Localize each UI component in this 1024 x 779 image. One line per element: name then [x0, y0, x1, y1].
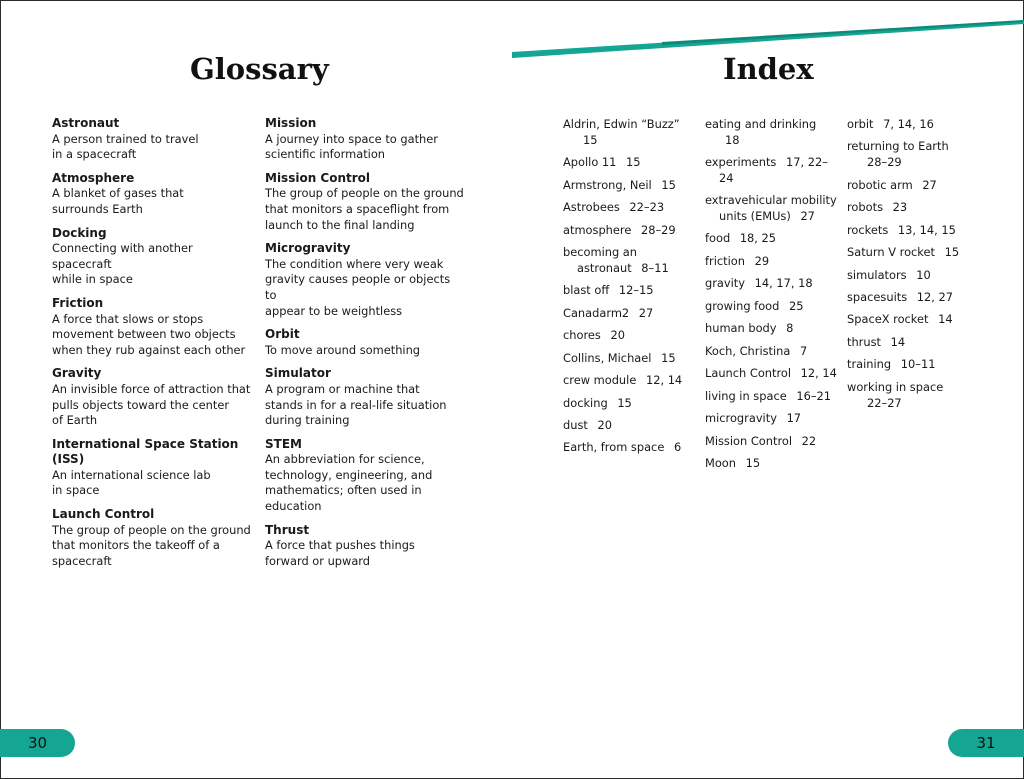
glossary-term: STEM [265, 436, 302, 451]
index-entry-pages: 12, 14 [645, 373, 683, 388]
glossary-definition-line: spacecraft [52, 553, 112, 568]
glossary-definition-line: An international science lab [52, 467, 211, 482]
index-entry-term: returning to Earth [847, 139, 949, 154]
index-entry-pages: 14 [938, 312, 953, 327]
index-entry-term: orbit [847, 117, 874, 131]
glossary-definition-line: mathematics; often used in [265, 483, 422, 498]
index-entry-term: Koch, Christina [705, 343, 791, 358]
index-entry [847, 245, 965, 261]
index-entry-term: friction [705, 253, 745, 268]
glossary-term: Mission Control [265, 170, 371, 185]
index-entry [847, 268, 965, 284]
index-entry [563, 328, 688, 344]
index-entry [563, 200, 688, 216]
glossary-definition-line: forward or upward [265, 553, 371, 568]
index-entry-pages: 6 [673, 440, 682, 455]
index-entry-pages: 27 [800, 208, 815, 223]
glossary-definition-line: Connecting with another spacecraft [52, 241, 193, 271]
index-entry-term: simulators [847, 267, 907, 282]
index-entry-pages: 20 [610, 328, 625, 343]
glossary-term: Mission [265, 116, 317, 130]
glossary-definition-line: movement between two objects [52, 327, 236, 342]
index-entry [847, 312, 965, 328]
index-entry-term: experiments [705, 155, 777, 170]
index-entry-pages: 25 [789, 298, 804, 313]
glossary-definition-line: A journey into space to gather [265, 131, 438, 146]
index-entry [563, 396, 688, 412]
glossary-definition-line: A force that pushes things [265, 538, 415, 553]
glossary-definition-line: education [265, 499, 322, 514]
index-entry-pages: 16–21 [796, 388, 832, 403]
index-entry-pages: 15 [745, 456, 761, 471]
index-entry-term: becoming an astronaut [563, 245, 638, 275]
glossary-definition-line: To move around something [265, 342, 421, 357]
index-entry [563, 117, 688, 148]
index-entry-term: robots [847, 200, 884, 215]
index-entry [847, 117, 965, 133]
index-entry-term: thrust [847, 334, 881, 349]
glossary-definition-line: A force that slows or stops [52, 311, 204, 326]
index-entry-pages: 22–27 [867, 395, 902, 410]
index-entry [847, 223, 965, 239]
index-entry-term: docking [563, 395, 608, 410]
index-entry-pages: 10 [916, 267, 931, 282]
glossary-term: Docking [52, 225, 107, 240]
glossary-definition-line: scientific information [265, 147, 386, 162]
index-entry-term: blast off [563, 283, 610, 298]
index-entry-pages: 20 [597, 418, 612, 432]
glossary-definition-line: stands in for a real-life situation [265, 397, 447, 412]
index-entry-term: robotic arm [847, 177, 913, 192]
index-entry [705, 117, 837, 148]
index-entry-pages: 22 [801, 433, 817, 448]
index-entry [847, 357, 965, 373]
glossary-definition-line: A person trained to travel [52, 131, 199, 146]
index-entry-pages: 14, 17, 18 [754, 276, 813, 291]
index-entry-term: eating and drinking [705, 117, 817, 131]
glossary-definition-line: The group of people on the ground [265, 186, 464, 201]
index-entry [705, 344, 837, 360]
index-entry-term: human body [705, 321, 777, 336]
glossary-definition-line: when they rub against each other [52, 342, 246, 357]
index-entry [563, 178, 688, 194]
page-number-left: 30 [0, 729, 75, 757]
index-entry-term: atmosphere [563, 222, 632, 237]
index-entry-pages: 27 [922, 177, 937, 192]
glossary-definition-line: The group of people on the ground [52, 522, 251, 537]
index-entry-term: Aldrin, Edwin “Buzz” [563, 117, 680, 131]
index-title: Index [723, 52, 814, 86]
glossary-definition-line: pulls objects toward the center [52, 397, 230, 412]
index-entry-pages: 15 [626, 155, 641, 170]
index-entry-term: Mission Control [705, 433, 793, 448]
glossary-term: Gravity [52, 366, 102, 381]
index-entry [705, 411, 837, 427]
index-entry [563, 283, 688, 299]
index-entry [705, 231, 837, 247]
decorative-stripe [512, 0, 1024, 60]
glossary-term: Microgravity [265, 241, 351, 256]
glossary-definition-line: in space [52, 483, 100, 498]
glossary-definition-line: technology, engineering, and [265, 467, 433, 482]
index-entry-term: chores [563, 328, 601, 343]
index-entry [705, 254, 837, 270]
index-entry-term: Saturn V rocket [847, 245, 935, 260]
index-entry-pages: 8–11 [641, 260, 669, 275]
index-entry [563, 373, 688, 389]
glossary-definition-line: A program or machine that [265, 381, 420, 396]
index-entry-pages: 22–23 [629, 200, 665, 215]
index-entry [705, 299, 837, 315]
index-entry [563, 306, 688, 322]
index-entry-pages: 12, 27 [916, 289, 953, 304]
index-entry [847, 380, 965, 411]
glossary-definition-line: launch to the final landing [265, 217, 415, 232]
index-entry-term: Canadarm2 [563, 305, 630, 320]
index-entry-pages: 29 [754, 253, 770, 268]
glossary-definition-line: An invisible force of attraction that [52, 381, 251, 396]
glossary-definition-line: that monitors a spaceflight from [265, 201, 450, 216]
index-entry [563, 440, 688, 456]
index-entry-term: SpaceX rocket [847, 312, 929, 327]
index-entry-term: gravity [705, 276, 746, 291]
index-entry [705, 276, 837, 292]
glossary-term: International Space Station (ISS) [52, 436, 239, 467]
index-entry-term: crew module [563, 373, 637, 388]
glossary-term: Orbit [265, 327, 300, 342]
index-entry-term: Moon [705, 456, 736, 471]
index-entry-term: microgravity [705, 411, 777, 426]
index-entry-pages: 17 [786, 411, 802, 426]
index-entry [847, 335, 965, 351]
index-entry-term: Apollo 11 [563, 155, 617, 170]
index-entry-term: food [705, 231, 731, 246]
glossary-definition-line: in a spacecraft [52, 147, 137, 162]
glossary-definition-line: that monitors the takeoff of a [52, 538, 220, 553]
index-entry-pages: 12, 14 [800, 366, 837, 381]
glossary-definition-line: surrounds Earth [52, 201, 143, 216]
index-entry-term: training [847, 357, 892, 372]
index-entry [563, 223, 688, 239]
index-entry-pages: 10–11 [900, 357, 936, 372]
index-entry-term: rockets [847, 222, 889, 237]
glossary-term: Thrust [265, 522, 310, 537]
index-entry-term: working in space [847, 379, 944, 394]
glossary-definition-line: of Earth [52, 413, 98, 428]
glossary-definition-line: while in space [52, 272, 133, 287]
index-entry-pages: 15 [617, 395, 632, 410]
index-entry-pages: 18 [725, 132, 740, 147]
glossary-column-1 [52, 116, 252, 569]
index-entry [705, 155, 837, 186]
index-entry-pages: 28–29 [867, 155, 902, 170]
index-entry-term: growing food [705, 298, 780, 313]
index-entry [705, 389, 837, 405]
index-entry [563, 351, 688, 367]
index-entry [563, 245, 688, 276]
index-entry-pages: 17, 22–24 [719, 155, 828, 185]
index-entry-term: dust [563, 418, 588, 432]
glossary-term: Launch Control [52, 507, 155, 522]
glossary-definition-line: during training [265, 413, 350, 428]
index-entry-pages: 14 [890, 334, 906, 349]
index-column-1 [563, 117, 688, 463]
index-entry-term: Collins, Michael [563, 350, 652, 365]
index-column-3 [847, 117, 965, 418]
index-entry-term: Armstrong, Neil [563, 177, 652, 192]
index-entry-term: Launch Control [705, 366, 792, 381]
glossary-definition-line: An abbreviation for science, [265, 452, 425, 467]
index-entry [705, 321, 837, 337]
index-column-2 [705, 117, 837, 479]
index-entry [847, 290, 965, 306]
index-entry-pages: 7 [800, 343, 808, 358]
glossary-title: Glossary [190, 52, 329, 86]
index-entry [705, 193, 837, 224]
glossary-definition-line: The condition where very weak [265, 256, 444, 271]
glossary-term: Astronaut [52, 116, 120, 130]
index-entry-pages: 12–15 [618, 283, 654, 298]
index-entry-pages: 7, 14, 16 [883, 117, 934, 131]
index-entry [847, 200, 965, 216]
index-entry-term: spacesuits [847, 289, 908, 304]
index-entry [705, 456, 837, 472]
index-entry-pages: 23 [892, 200, 908, 215]
glossary-definition-line: gravity causes people or objects to [265, 272, 451, 302]
index-entry-pages: 15 [583, 132, 598, 147]
glossary-column-2 [265, 116, 465, 569]
index-entry [563, 155, 688, 171]
index-entry-term: Earth, from space [563, 440, 665, 455]
glossary-term: Friction [52, 295, 104, 310]
index-entry-pages: 15 [661, 177, 676, 192]
index-entry-pages: 8 [786, 321, 794, 336]
index-entry-pages: 27 [638, 305, 654, 320]
index-entry-pages: 15 [661, 350, 676, 365]
index-entry [847, 139, 965, 170]
index-entry-pages: 28–29 [640, 222, 676, 237]
index-entry [705, 434, 837, 450]
index-entry-term: living in space [705, 388, 787, 403]
index-entry-pages: 18, 25 [739, 231, 777, 246]
index-entry [705, 366, 837, 382]
glossary-definition-line: A blanket of gases that [52, 186, 184, 201]
page-number-right: 31 [948, 729, 1024, 757]
glossary-term: Atmosphere [52, 170, 135, 185]
glossary-term: Simulator [265, 366, 331, 381]
index-entry-term: extravehicular mobility units (EMUs) [705, 193, 837, 223]
index-entry-term: Astrobees [563, 200, 620, 215]
glossary-definition-line: appear to be weightless [265, 303, 403, 318]
index-entry-pages: 15 [944, 245, 960, 260]
index-entry [847, 178, 965, 194]
index-entry [563, 418, 688, 434]
index-entry-pages: 13, 14, 15 [897, 222, 956, 237]
